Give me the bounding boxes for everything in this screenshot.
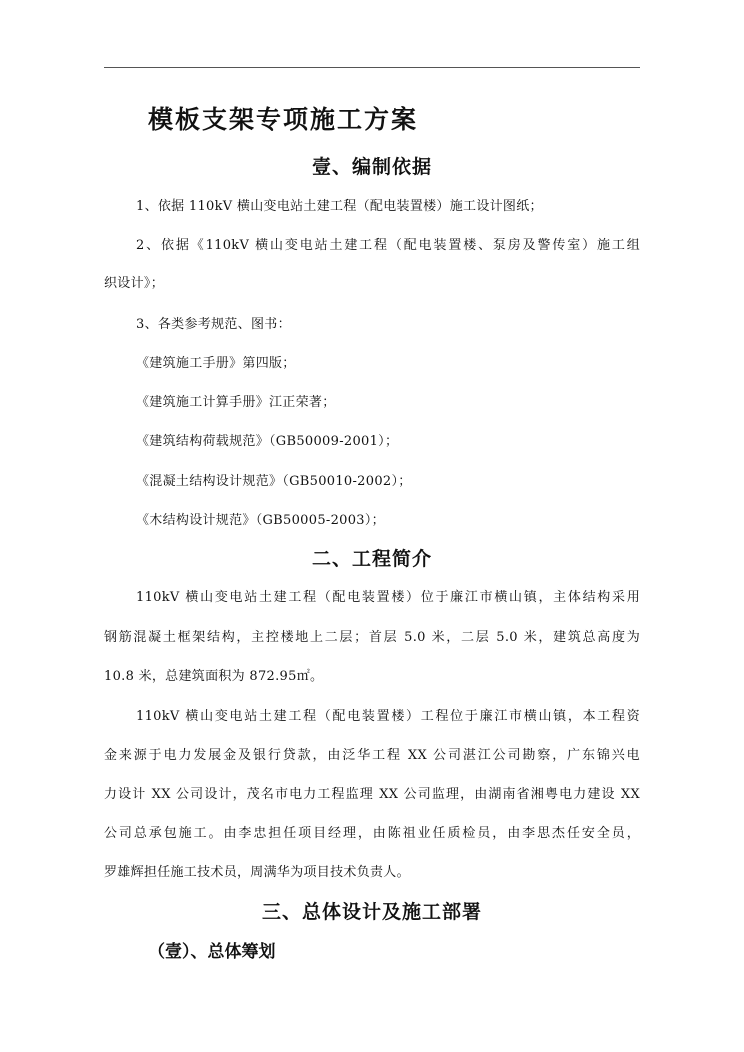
reference-item: 《混凝土结构设计规范》（GB50010-2002）； [136, 474, 412, 489]
paragraph-line: 2、依据《110kV 横山变电站土建工程（配电装置楼、泵房及警传室）施工组 [136, 238, 640, 253]
paragraph-line: 罗雄辉担任施工技术员，周满华为项目技术负责人。 [104, 865, 410, 880]
subsection-heading: （壹）、总体筹划 [148, 942, 276, 962]
paragraph-line: 金来源于电力发展金及银行贷款，由泛华工程 XX 公司湛江公司勘察，广东锦兴电 [104, 748, 640, 763]
reference-item: 《建筑结构荷载规范》（GB50009-2001）； [136, 434, 399, 449]
section-heading-deployment: 三、总体设计及施工部署 [261, 901, 482, 923]
paragraph-line: 力设计 XX 公司设计，茂名市电力工程监理 XX 公司监理，由湖南省湘粤电力建设 XX [104, 787, 640, 802]
paragraph-line: 钢筋混凝土框架结构，主控楼地上二层；首层 5.0 米，二层 5.0 米，建筑总高度为 [104, 630, 640, 645]
section-heading-overview: 二、工程简介 [311, 548, 432, 570]
header-rule [104, 67, 640, 68]
document-title: 模板支架专项施工方案 [148, 105, 419, 134]
paragraph-line: 1、依据 110kV 横山变电站土建工程（配电装置楼）施工设计图纸； [136, 199, 543, 214]
reference-item: 《建筑施工计算手册》江正荣著； [136, 395, 336, 410]
paragraph-line: 公司总承包施工。由李忠担任项目经理，由陈祖业任质检员，由李思杰任安全员， [104, 826, 640, 841]
reference-item: 《木结构设计规范》（GB50005-2003）； [136, 513, 385, 528]
paragraph-line: 10.8 米，总建筑面积为 872.95㎡。 [104, 669, 324, 684]
paragraph-line: 3、各类参考规范、图书： [136, 317, 291, 332]
section-heading-basis: 壹、编制依据 [311, 156, 432, 178]
paragraph-line: 织设计》； [104, 276, 165, 291]
paragraph-line: 110kV 横山变电站土建工程（配电装置楼）位于廉江市横山镇，主体结构采用 [136, 590, 640, 605]
reference-item: 《建筑施工手册》第四版； [136, 356, 296, 371]
paragraph-line: 110kV 横山变电站土建工程（配电装置楼）工程位于廉江市横山镇，本工程资 [136, 709, 640, 724]
